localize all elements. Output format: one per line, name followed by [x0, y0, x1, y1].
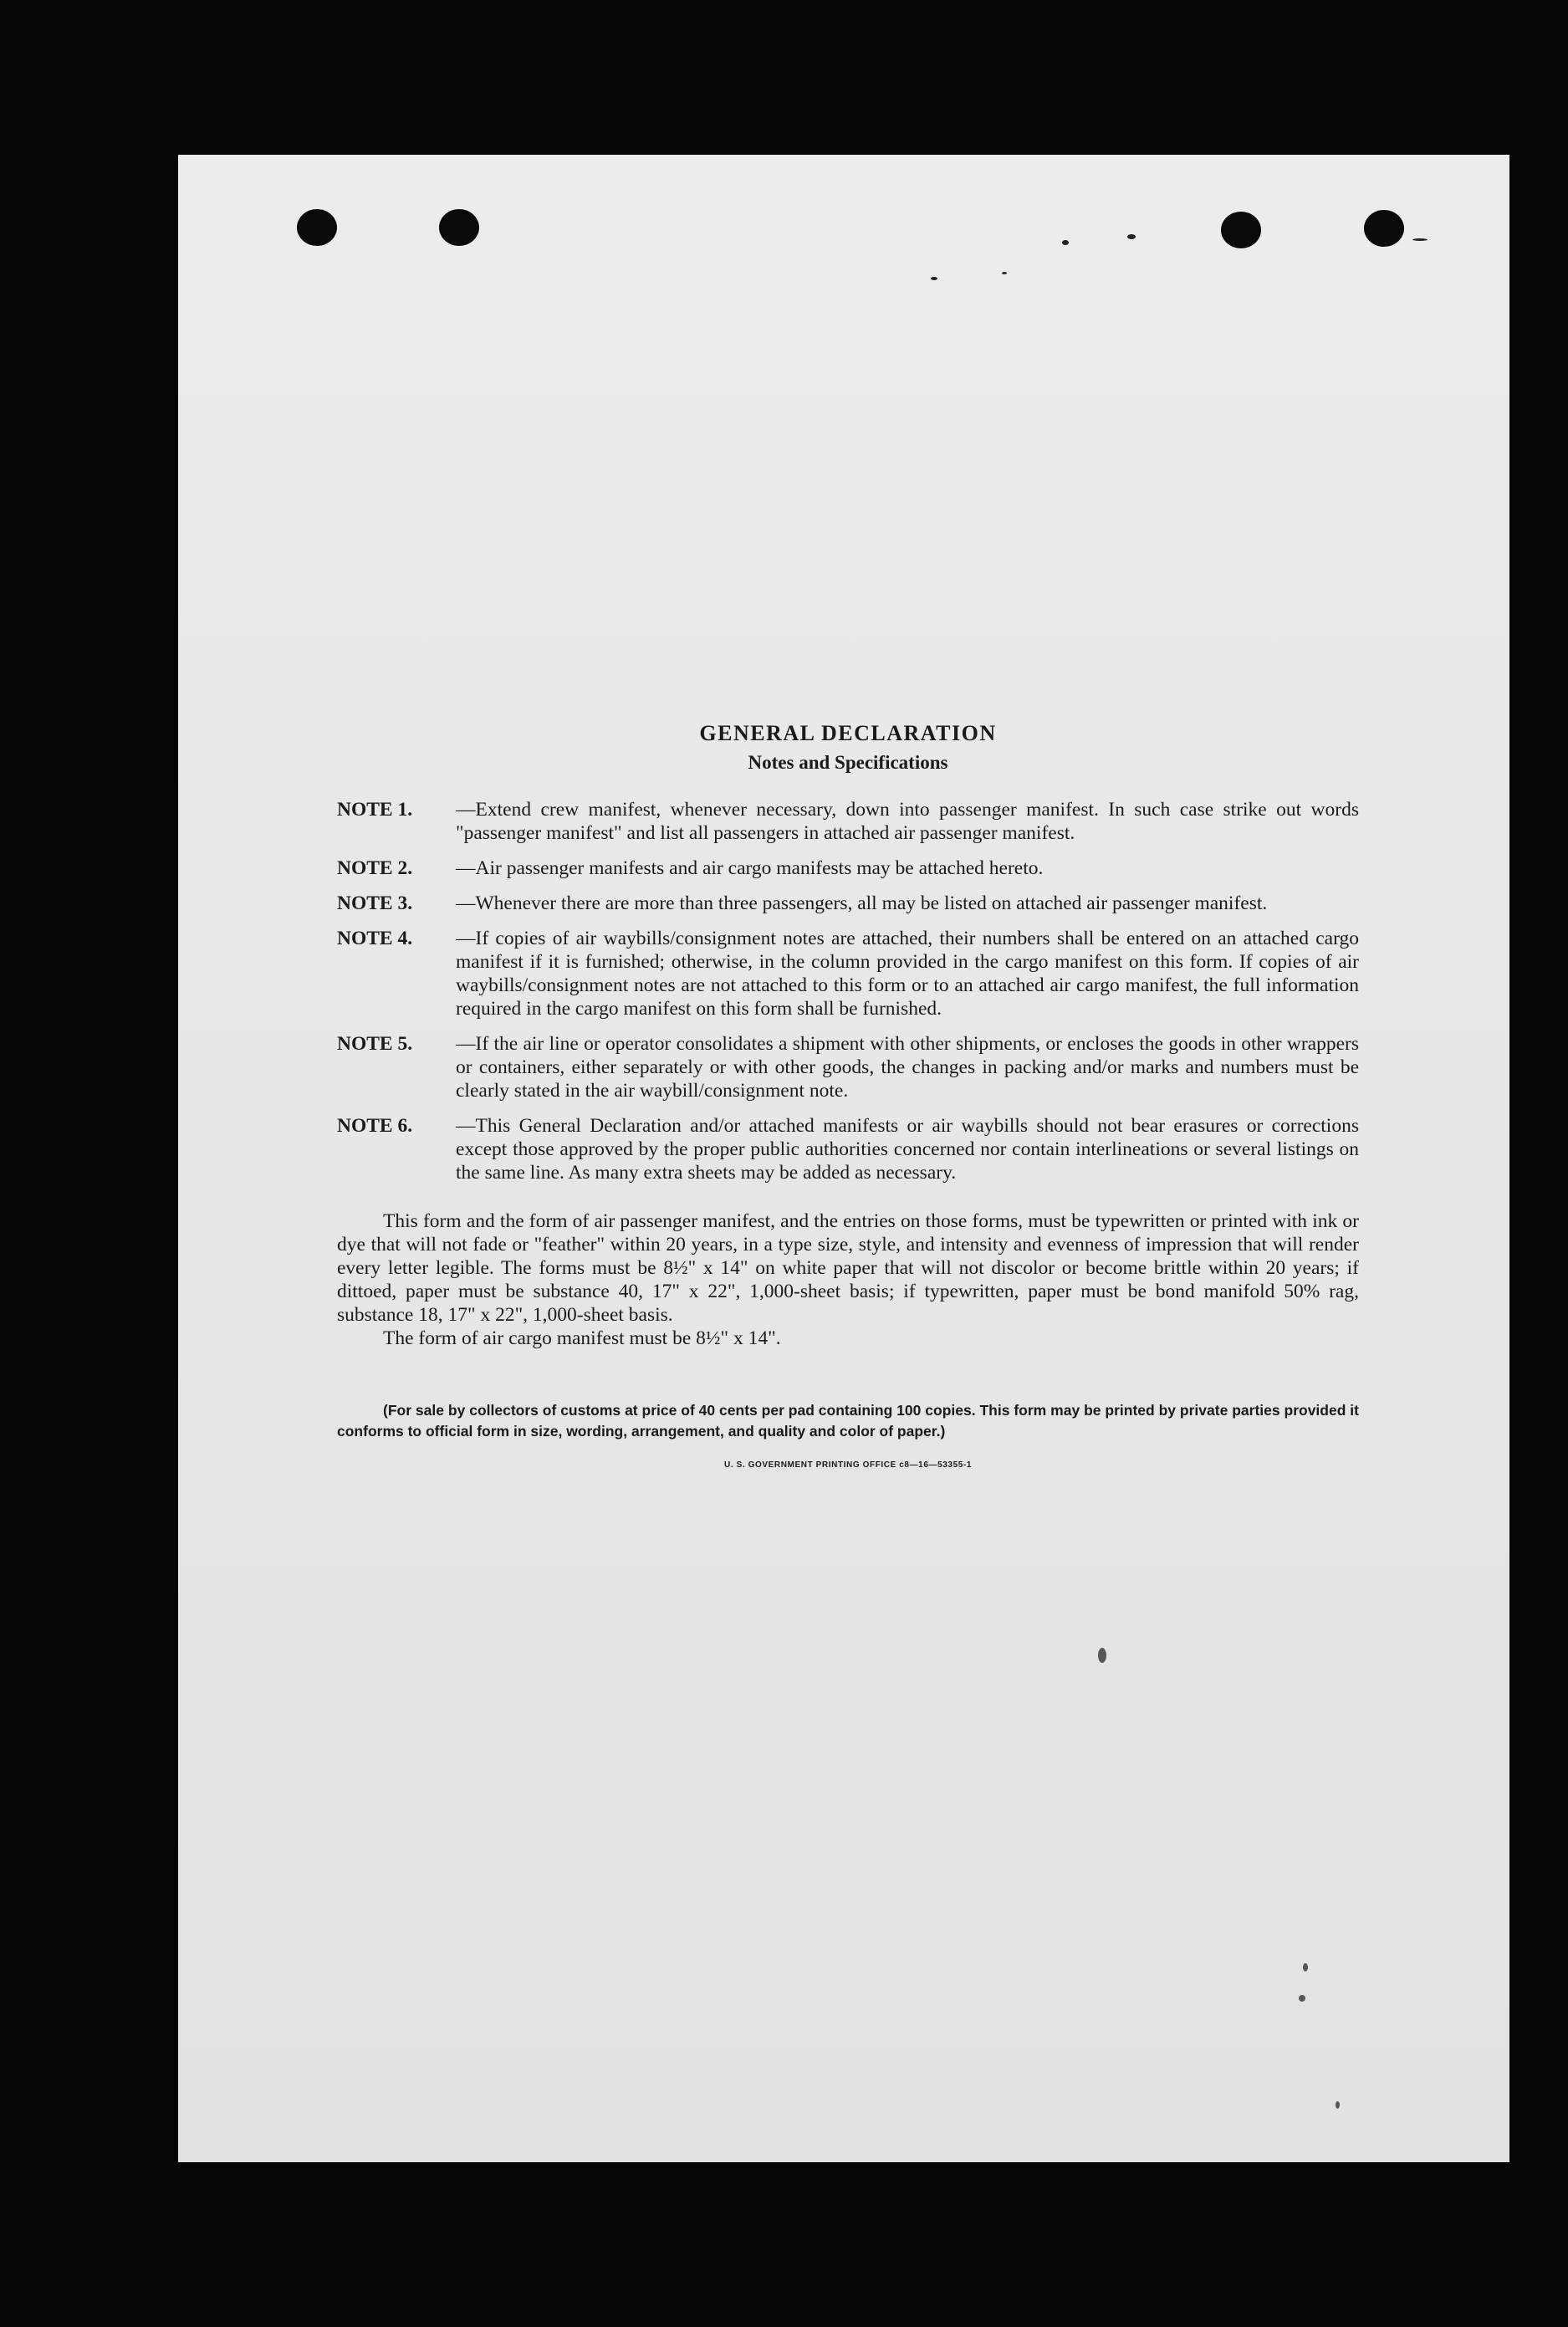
note-text: —Air passenger manifests and air cargo manifests may be attached hereto. [456, 857, 1044, 879]
note-text: —Whenever there are more than three passengers, all may be listed on attached air passenger manifest. [456, 892, 1268, 914]
note-label: NOTE 4. [337, 928, 413, 949]
note-item [337, 857, 1359, 880]
note-item [337, 1032, 1359, 1102]
note-label: NOTE 1. [337, 799, 413, 821]
speck-mark [931, 277, 937, 280]
note-text: —This General Declaration and/or attached manifests or air waybills should not bear erasures or corrections except those approved by the proper public authorities concerned nor contain interlineations or several listings on the same line. As many extra sheets may be added as necessary. [456, 1115, 1359, 1184]
document-sheet [178, 155, 1509, 2162]
speck-mark [1062, 240, 1069, 245]
note-label: NOTE 3. [337, 892, 413, 914]
sale-notice: (For sale by collectors of customs at price of 40 cents per pad containing 100 copies. This form may be printed by private parties provided it conforms to official form in size, wording, arrangement, and quality and color of paper.) [337, 1402, 1359, 1440]
punch-hole-2 [439, 209, 479, 246]
note-item [337, 892, 1359, 915]
note-text: —If the air line or operator consolidates a shipment with other shipments, or encloses the goods in other wrappers or containers, either separately or with other goods, the changes in packing and/or marks and numbers must be clearly stated in the air waybill/consignment note. [456, 1033, 1359, 1102]
speck-mark [1412, 238, 1428, 241]
specification-paragraph: This form and the form of air passenger manifest, and the entries on those forms, must be typewritten or printed with ink or dye that will not fade or "feather" within 20 years, in a type size, style, and intensity and evenness of impression that will render every letter legible. The forms must be 8½" x 14" on white paper that will not discolor or become brittle within 20 years; if dittoed, paper must be substance 40, 17" x 22", 1,000-sheet basis; if typewritten, paper must be bond manifold 50% rag, substance 18, 17" x 22", 1,000-sheet basis. [337, 1210, 1359, 1326]
ink-smudge [1336, 2101, 1340, 2109]
punch-hole-1 [297, 209, 337, 246]
note-text: —If copies of air waybills/consignment notes are attached, their numbers shall be entered on an attached cargo manifest if it is furnished; otherwise, in the column provided in the cargo manifest on this form. If copies of air waybills/consignment notes are not attached to this form or to an attached air cargo manifest, the full information required in the cargo manifest on this form shall be furnished. [456, 928, 1359, 1020]
speck-mark [1127, 234, 1136, 239]
speck-mark [1002, 272, 1007, 274]
ink-smudge [1299, 1995, 1305, 2002]
punch-hole-4 [1364, 210, 1404, 247]
cargo-size-paragraph: The form of air cargo manifest must be 8½" x 14". [383, 1327, 781, 1349]
document-title: GENERAL DECLARATION [699, 721, 997, 745]
document-subtitle: Notes and Specifications [748, 752, 948, 773]
note-label: NOTE 6. [337, 1115, 413, 1137]
document-content [337, 719, 1359, 1470]
ink-smudge [1303, 1963, 1308, 1972]
note-item [337, 1114, 1359, 1184]
ink-smudge [1098, 1648, 1106, 1663]
note-label: NOTE 2. [337, 857, 413, 879]
printer-imprint: U. S. GOVERNMENT PRINTING OFFICE c8—16—53355-1 [724, 1460, 972, 1470]
note-item [337, 798, 1359, 845]
note-text: —Extend crew manifest, whenever necessary, down into passenger manifest. In such case strike out words "passenger manifest" and list all passengers in attached air passenger manifest. [456, 799, 1359, 844]
punch-hole-3 [1221, 212, 1261, 248]
note-label: NOTE 5. [337, 1033, 413, 1055]
note-item [337, 927, 1359, 1020]
